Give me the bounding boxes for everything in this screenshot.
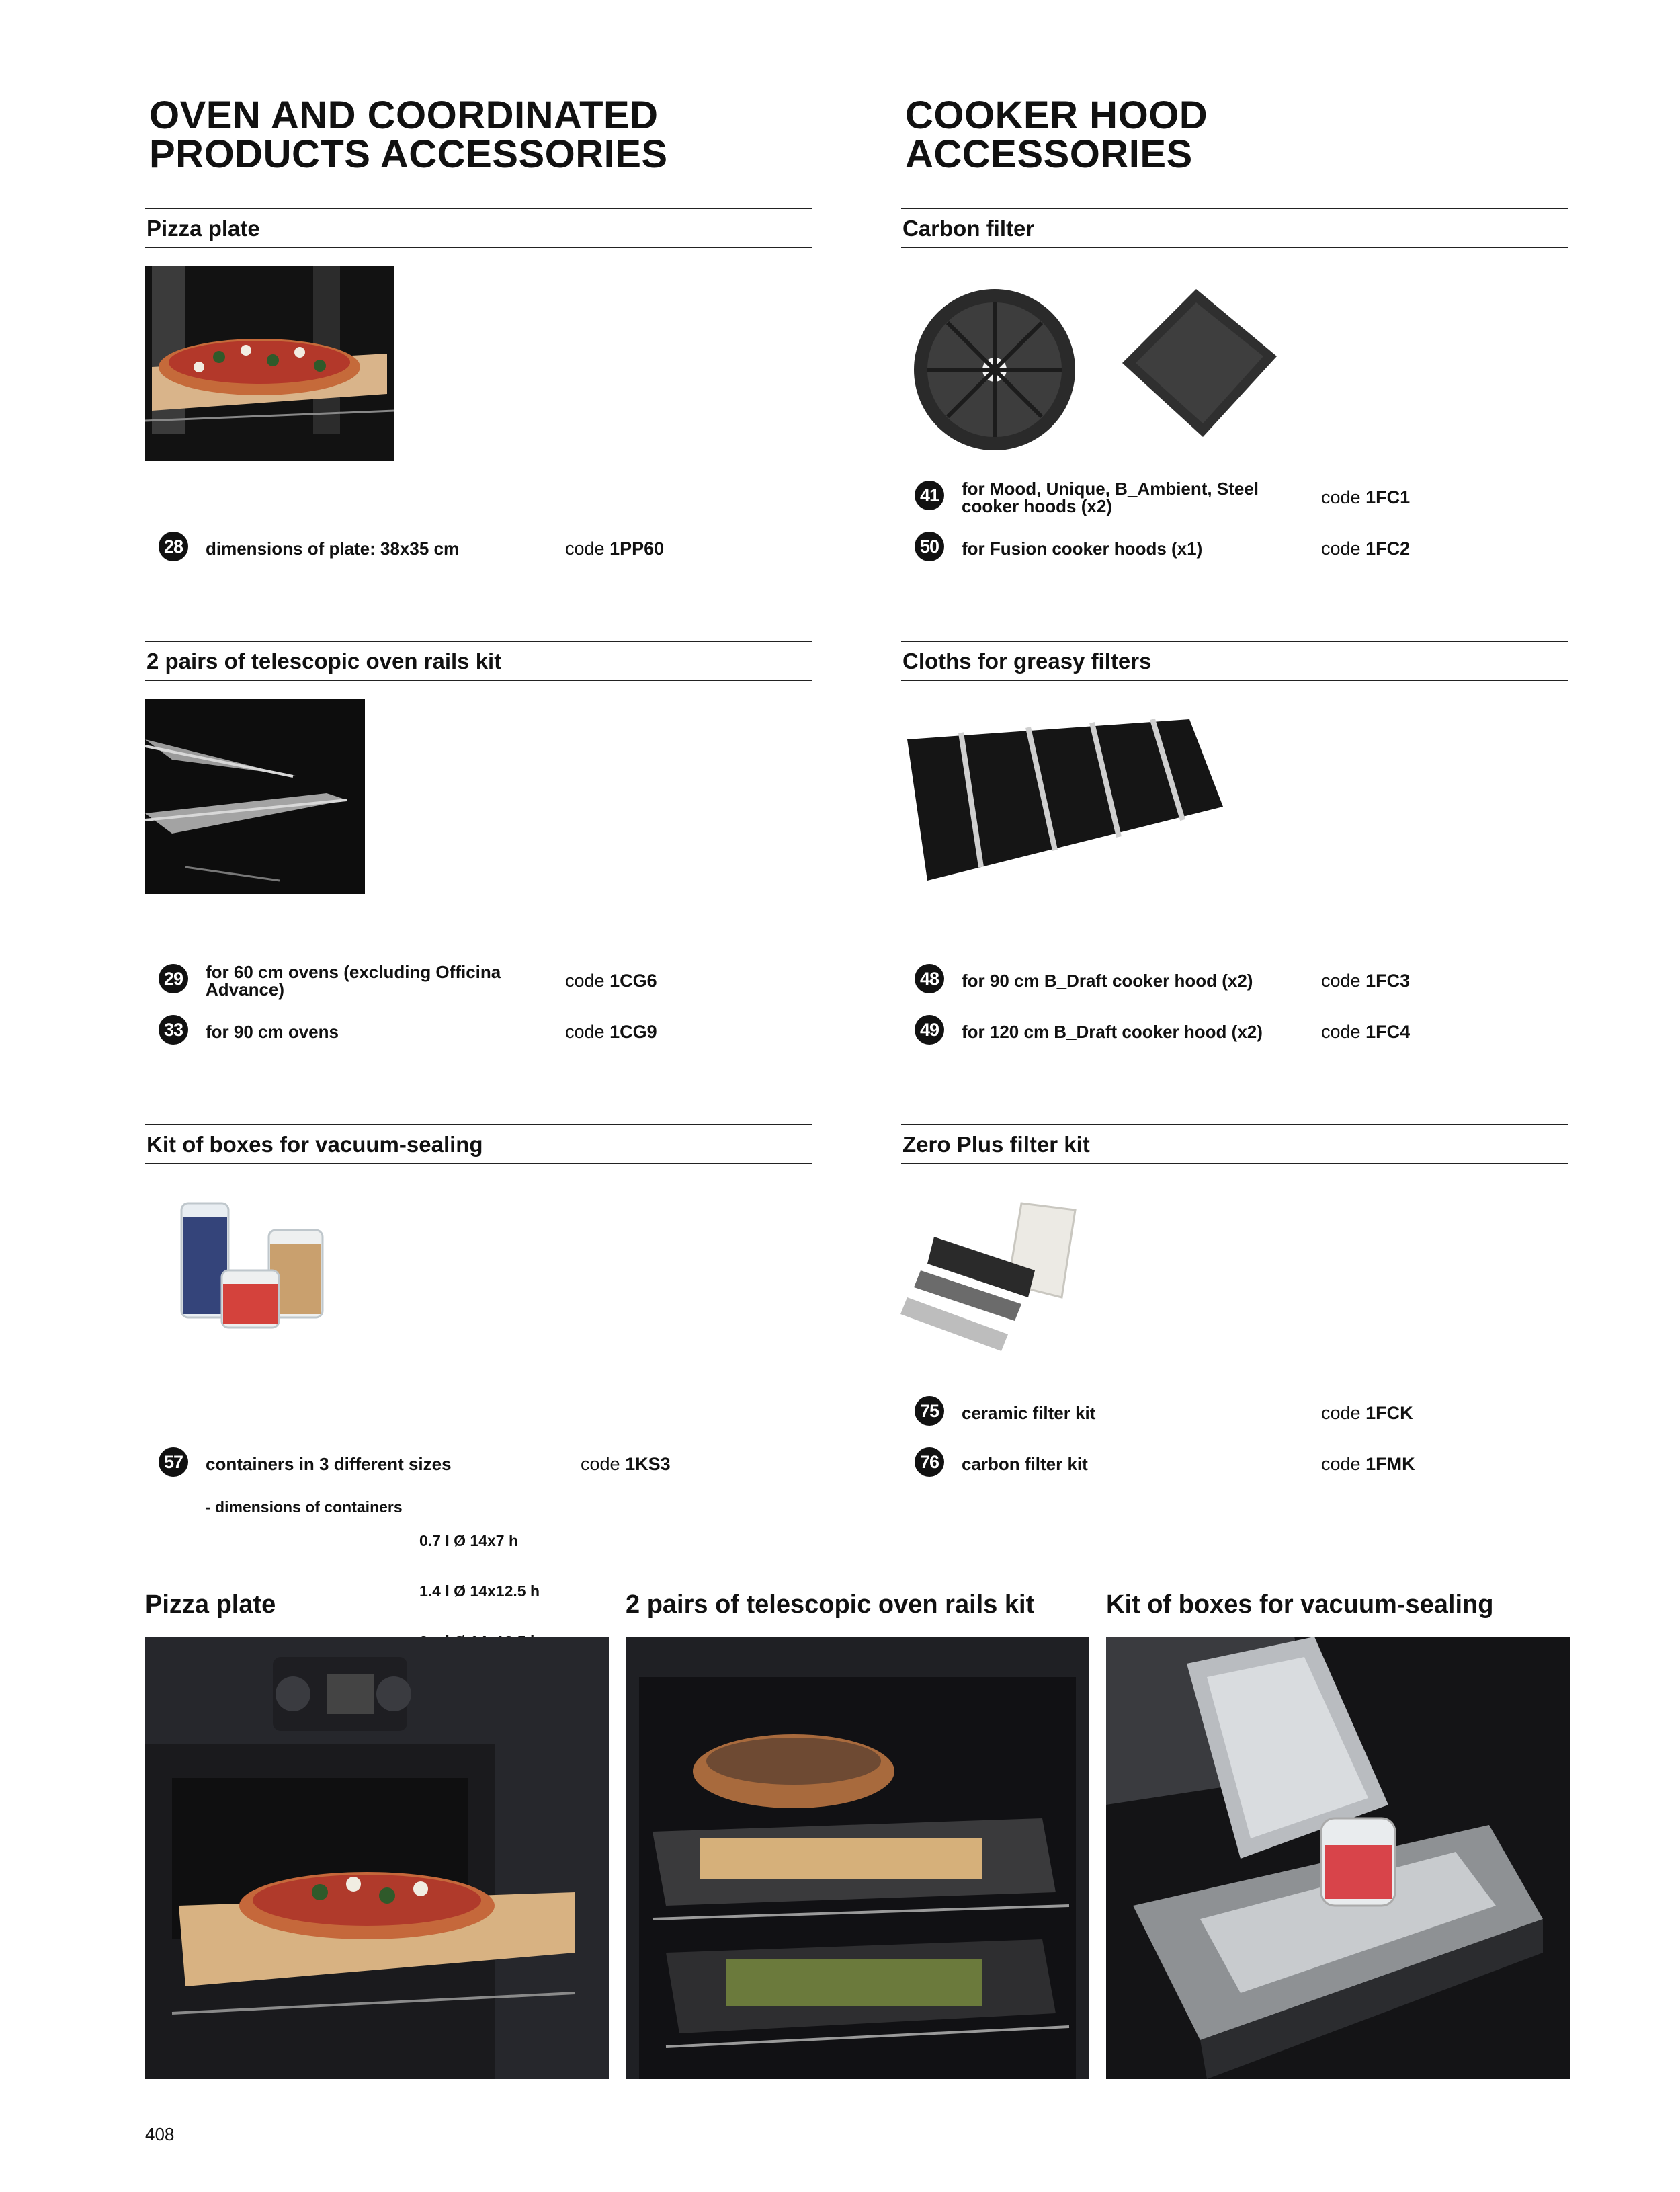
item-number-badge: 41 xyxy=(915,481,944,510)
item-code: code 1CG9 xyxy=(565,1022,657,1042)
item-code: code 1FC3 xyxy=(1321,971,1411,991)
section-zero-plus-kit xyxy=(901,1124,1568,1164)
item-number-badge: 57 xyxy=(159,1447,188,1477)
item-code: code 1CG6 xyxy=(565,971,657,991)
gallery-title: Pizza plate xyxy=(145,1590,276,1619)
dimension-row: 1.4 l Ø 14x12.5 h xyxy=(419,1582,540,1600)
item-description: ceramic filter kit xyxy=(962,1403,1096,1423)
list-item xyxy=(145,532,812,565)
item-description: dimensions of plate: 38x35 cm xyxy=(206,538,460,559)
item-code: code 1FCK xyxy=(1321,1403,1413,1423)
zero-plus-kit-photo xyxy=(900,1196,1082,1371)
section-heading: Pizza plate xyxy=(145,208,812,248)
item-description: for 90 cm ovens xyxy=(206,1022,339,1042)
item-code: code 1FC4 xyxy=(1321,1022,1411,1042)
list-item xyxy=(145,1447,812,1481)
vacuum-boxes-photo xyxy=(168,1190,363,1338)
item-number-badge: 75 xyxy=(915,1396,944,1426)
item-description: for Mood, Unique, B_Ambient, Steel cooker hoods (x2) xyxy=(962,479,1259,516)
item-number-badge: 50 xyxy=(915,532,944,561)
section-heading: Zero Plus filter kit xyxy=(901,1124,1568,1164)
item-code: code 1KS3 xyxy=(581,1454,671,1474)
section-heading: Kit of boxes for vacuum-sealing xyxy=(145,1124,812,1164)
section-heading: Cloths for greasy filters xyxy=(901,641,1568,681)
section-heading: 2 pairs of telescopic oven rails kit xyxy=(145,641,812,681)
page-number: 408 xyxy=(145,2124,175,2144)
item-description: carbon filter kit xyxy=(962,1454,1088,1474)
item-number-badge: 29 xyxy=(159,964,188,993)
section-telescopic-rails xyxy=(145,641,812,681)
item-number-badge: 76 xyxy=(915,1447,944,1477)
list-item xyxy=(145,1015,812,1049)
section-pizza-plate xyxy=(145,208,812,248)
item-code: code 1PP60 xyxy=(565,538,665,559)
item-description: for 90 cm B_Draft cooker hood (x2) xyxy=(962,971,1253,991)
item-code: code 1FC2 xyxy=(1321,538,1411,559)
left-column-title: OVEN AND COORDINATED PRODUCTS ACCESSORIES xyxy=(149,93,668,176)
carbon-filter-photo xyxy=(900,276,1304,457)
grease-cloths-photo xyxy=(900,713,1236,887)
section-carbon-filter xyxy=(901,208,1568,248)
pizza-plate-photo xyxy=(145,266,394,461)
list-item xyxy=(145,964,812,998)
section-heading: Carbon filter xyxy=(901,208,1568,248)
section-vacuum-boxes xyxy=(145,1124,812,1164)
list-item xyxy=(901,1447,1568,1481)
gallery-title: 2 pairs of telescopic oven rails kit xyxy=(626,1590,1035,1619)
list-item xyxy=(901,964,1568,998)
item-description: for 60 cm ovens (excluding Officina Advance) xyxy=(206,962,501,1000)
item-number-badge: 33 xyxy=(159,1015,188,1045)
list-item xyxy=(901,481,1568,514)
list-item xyxy=(901,1015,1568,1049)
item-description: for 120 cm B_Draft cooker hood (x2) xyxy=(962,1022,1263,1042)
item-number-badge: 49 xyxy=(915,1015,944,1045)
item-number-badge: 28 xyxy=(159,532,188,561)
section-grease-cloths xyxy=(901,641,1568,681)
gallery-title: Kit of boxes for vacuum-sealing xyxy=(1106,1590,1494,1619)
oven-telescopic-rails-photo xyxy=(626,1637,1089,2079)
dimensions-label: - dimensions of containers xyxy=(206,1498,403,1516)
right-column-title: COOKER HOOD ACCESSORIES xyxy=(905,93,1208,176)
item-number-badge: 48 xyxy=(915,964,944,993)
dimension-row: 0.7 l Ø 14x7 h xyxy=(419,1532,519,1549)
item-code: code 1FC1 xyxy=(1321,487,1411,508)
oven-pizza-plate-photo xyxy=(145,1637,609,2079)
item-code: code 1FMK xyxy=(1321,1454,1415,1474)
list-item xyxy=(901,532,1568,565)
item-description: containers in 3 different sizes xyxy=(206,1454,452,1474)
list-item xyxy=(901,1396,1568,1430)
vacuum-drawer-photo xyxy=(1106,1637,1570,2079)
item-description: for Fusion cooker hoods (x1) xyxy=(962,538,1203,559)
telescopic-rails-photo xyxy=(145,699,365,894)
